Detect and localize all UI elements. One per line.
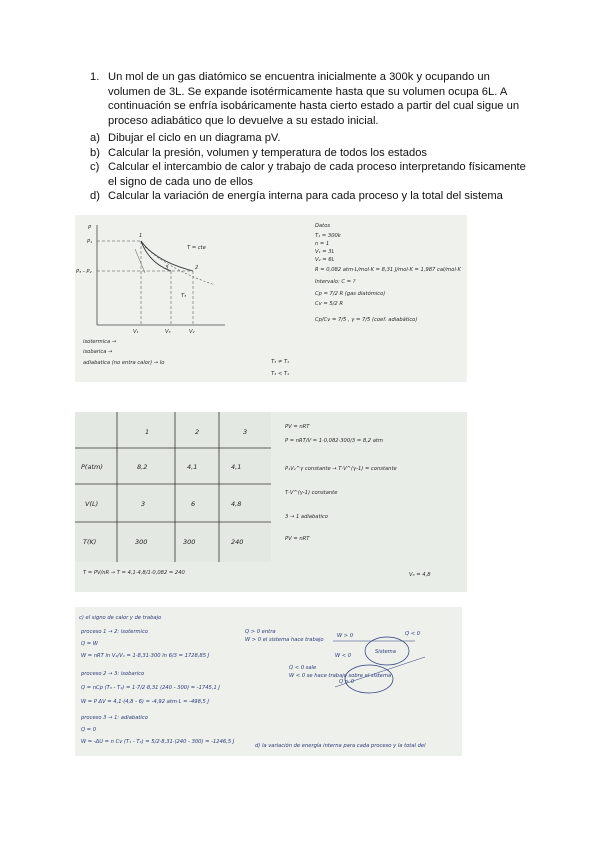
svg-text:3 → 1 adiabatico: 3 → 1 adiabatico [285,514,328,520]
subquestion-a: a) Dibujar el ciclo en un diagrama pV. [90,132,281,144]
svg-text:Q = 0: Q = 0 [81,727,97,733]
svg-text:4,8: 4,8 [231,500,242,508]
p3-label: P₃ - P₂ [76,269,92,275]
svg-text:Q = nCp (T₃ - T₂) = 1·7/2·8,31: Q = nCp (T₃ - T₂) = 1·7/2·8,31 (240 - 300) = -1745,1 J [81,685,220,691]
svg-text:T(K): T(K) [83,538,97,546]
svg-text:P = nRT/V = 1·0,082·300/3 = 8,: P = nRT/V = 1·0,082·300/3 = 8,2 atm [285,438,383,444]
subquestion-c-cont: el signo de cada uno de ellos [108,175,253,188]
problem-line [90,85,530,100]
problem-statement [90,70,530,128]
svg-text:4,1: 4,1 [187,463,198,471]
svg-text:proceso 3 → 1: adiabatico: proceso 3 → 1: adiabatico [81,715,148,721]
problem-line [90,70,530,85]
svg-text:PV = nRT: PV = nRT [285,424,310,430]
datos-title: Datos [315,223,331,229]
svg-text:Q < 0 sale: Q < 0 sale [289,665,317,671]
svg-text:4,1: 4,1 [231,463,242,471]
svg-text:Sistema: Sistema [375,649,396,655]
svg-text:3: 3 [243,428,248,436]
svg-text:n = 1: n = 1 [315,241,330,247]
subquestion-c: c) Calcular el intercambio de calor y trabajo de cada proceso interpretando físicamente [90,161,526,173]
legend-isobarica: isobarica → [83,349,113,355]
svg-text:PV = nRT: PV = nRT [285,536,310,542]
svg-text:Q > 0 entra: Q > 0 entra [245,629,276,635]
svg-text:Cp/Cv = 7/5 , γ = 7/5 (coef. a: Cp/Cv = 7/5 , γ = 7/5 (coef. adiabático) [315,317,418,323]
svg-text:2: 2 [195,265,199,271]
subquestions [90,131,530,204]
svg-text:T₁ = 300k: T₁ = 300k [315,233,341,239]
t-cte-label: T = cte [187,245,206,251]
svg-text:1: 1 [145,428,150,436]
svg-text:T₃ ≠ T₁: T₃ ≠ T₁ [271,359,290,365]
svg-text:Cv = 5/2 R: Cv = 5/2 R [315,301,343,307]
svg-text:Q < 0: Q < 0 [405,631,421,637]
svg-text:proceso 2 → 3: isobarico: proceso 2 → 3: isobarico [81,671,145,677]
svg-text:proceso 1 → 2: isotermico: proceso 1 → 2: isotermico [81,629,149,635]
problem-text-line: continuación se enfría isobáricamente hasta cierto estado a partir del cual sigue un [108,100,520,112]
svg-text:V₂: V₂ [189,329,195,335]
svg-text:1: 1 [139,233,143,239]
legend-adiabatica: adiabatica (no entra calor) → lo [83,360,165,366]
subquestion-d: d) Calcular la variación de energía interna para cada proceso y la total del sistema [90,190,503,202]
svg-text:V₂ = 6L: V₂ = 6L [315,257,335,263]
svg-text:R = 0,082 atm·L/mol·K = 8,31 J: R = 0,082 atm·L/mol·K = 8,31 J/mol·K = 1,987 cal/mol·K [315,267,461,273]
svg-text:T₃ < T₁: T₃ < T₁ [271,371,290,377]
problem-line [90,99,530,114]
svg-text:Q = W: Q = W [81,641,98,647]
svg-text:Cp = 7/2 R (gas diatómico): Cp = 7/2 R (gas diatómico) [315,291,386,297]
svg-text:240: 240 [231,538,244,546]
svg-text:d) la variación de energía int: d) la variación de energía interna para cada proceso y la total del [255,743,426,749]
legend-isotermica: isotermica → [83,339,117,345]
handwritten-photo-heat-work [75,607,462,756]
problem-line [90,114,530,129]
svg-text:6: 6 [191,500,196,508]
svg-text:V₃: V₃ [165,329,171,335]
svg-text:W < 0 se hace trabajo sobre el: W < 0 se hace trabajo sobre el sistema [289,673,392,679]
svg-text:W = nRT ln V₂/V₁ = 1·8,31·300: W = nRT ln V₂/V₁ = 1·8,31·300 ln 6/3 = 1728,85 J [81,653,210,659]
problem-text-line: proceso adiabático que lo devuelve a su estado inicial. [108,114,379,127]
svg-text:P₁V₁^γ constante → T·V^(γ-1) =: P₁V₁^γ constante → T·V^(γ-1) = constante [285,466,397,472]
svg-text:V₁ = 3L: V₁ = 3L [315,249,335,255]
svg-text:W > 0: W > 0 [337,633,354,639]
axis-p-label: P [88,225,92,231]
svg-text:W < 0: W < 0 [335,653,352,659]
svg-text:V₁: V₁ [133,329,139,335]
svg-text:W > 0 el sistema hace trabajo: W > 0 el sistema hace trabajo [245,637,324,643]
problem-text-line: Un mol de un gas diatómico se encuentra inicialmente a 300k y ocupando un [108,71,490,83]
subquestion-b: b) Calcular la presión, volumen y temperatura de todos los estados [90,146,428,159]
svg-text:T = PV/nR → T = 4,1·4,8/1·0,08: T = PV/nR → T = 4,1·4,8/1·0,082 = 240 [83,570,185,576]
svg-text:Intervalo: C = ?: Intervalo: C = ? [315,279,356,285]
svg-text:V₃ = 4,8: V₃ = 4,8 [409,572,431,578]
svg-text:T·V^(γ-1) constante: T·V^(γ-1) constante [285,490,338,496]
svg-text:300: 300 [135,538,148,546]
handwritten-photo-state-table [75,412,467,592]
svg-text:W = -ΔU = n Cv (T₁ - T₃) = 5/2: W = -ΔU = n Cv (T₁ - T₃) = 5/2·8,31·(240 - 300) = -1246,5 J [81,739,235,745]
svg-text:P(atm): P(atm) [81,463,103,471]
svg-text:W = P ΔV = 4,1·(4,8 - 6) = -4,: W = P ΔV = 4,1·(4,8 - 6) = -4,92 atm·L = -498,5 J [81,699,210,705]
svg-text:3: 3 [141,500,146,508]
svg-text:300: 300 [183,538,196,546]
svg-text:8,2: 8,2 [137,463,148,471]
t3-label: T₃ [181,293,187,299]
svg-text:V(L): V(L) [85,500,99,508]
problem-text-line: volumen de 3L. Se expande isotérmicamente hasta que su volumen ocupa 6L. A [108,85,508,98]
problem-number: 1. [90,71,100,83]
svg-text:Q > 0: Q > 0 [339,679,355,685]
p1-label: P₁ [87,239,93,245]
photo3-title: c) el signo de calor y de trabajo [79,615,162,621]
svg-text:2: 2 [195,428,200,436]
handwritten-photo-pv-diagram [75,215,467,382]
svg-text:3: 3 [165,265,169,271]
